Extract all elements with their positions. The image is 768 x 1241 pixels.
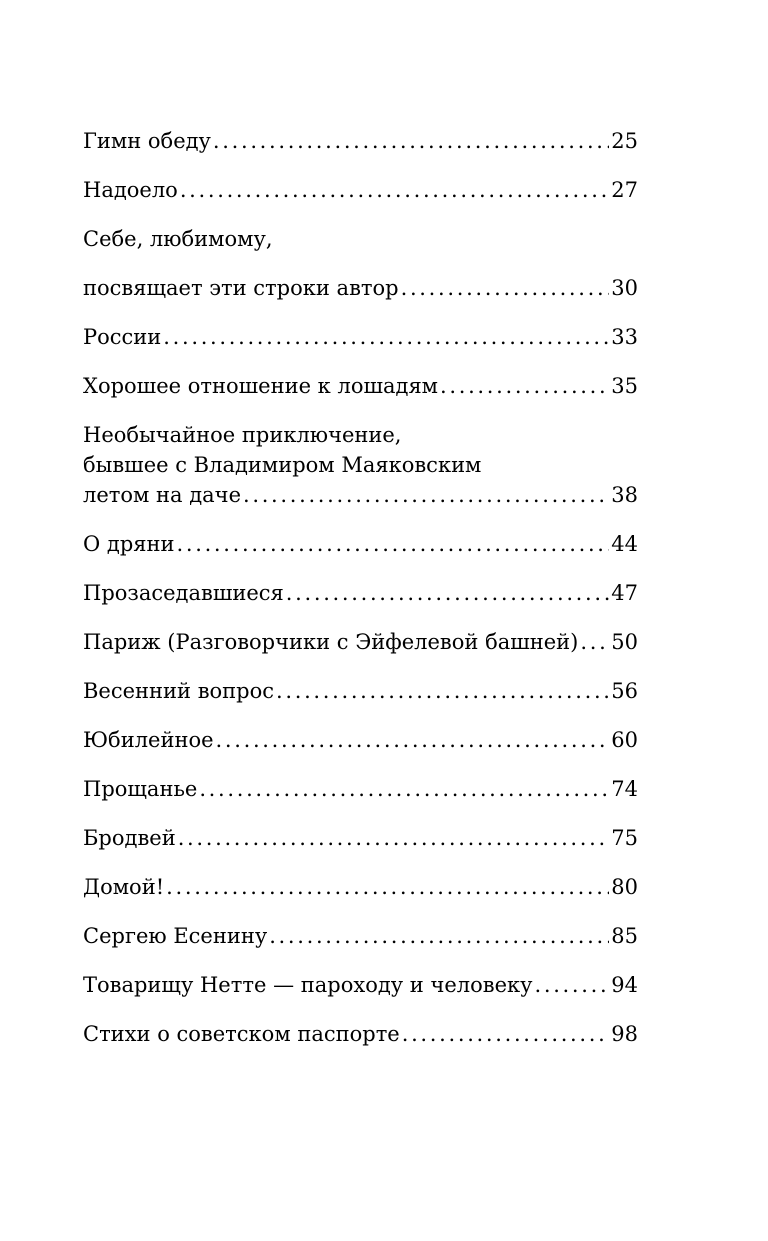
toc-entry-title: Надоело	[83, 178, 178, 202]
toc-entry-title: Прозаседавшиеся	[83, 581, 284, 605]
toc-entry-title: Домой!	[83, 875, 165, 899]
toc-entry	[83, 529, 638, 559]
toc-entry-row	[83, 126, 638, 156]
dot-leader	[276, 676, 609, 706]
toc-entry-page-number: 38	[611, 483, 638, 507]
toc-entry-title-line: бывшее с Владимиром Маяковским	[83, 453, 482, 477]
toc-entry-page-number: 27	[611, 178, 638, 202]
toc-entry	[83, 725, 638, 755]
toc-entry-row	[83, 774, 638, 804]
toc-entry-row	[83, 921, 638, 951]
toc-entry	[83, 126, 638, 156]
toc-entry	[83, 627, 638, 657]
toc-entry-row	[83, 578, 638, 608]
toc-entry-page-number: 98	[611, 1022, 638, 1046]
toc-entry-title-line: Себе, любимому,	[83, 227, 273, 251]
toc-entry	[83, 970, 638, 1000]
dot-leader	[199, 774, 609, 804]
toc-entry-row	[83, 823, 638, 853]
toc-entry	[83, 224, 638, 303]
toc-entry	[83, 676, 638, 706]
toc-entry-row	[83, 970, 638, 1000]
toc-entry-title: Весенний вопрос	[83, 679, 275, 703]
toc-entry	[83, 774, 638, 804]
dot-leader	[178, 823, 610, 853]
toc-entry-title: летом на даче	[83, 483, 241, 507]
toc-entry	[83, 175, 638, 205]
dot-leader	[216, 725, 610, 755]
toc-entry-title-line: Необычайное приключение,	[83, 423, 402, 447]
toc-entry-page-number: 25	[611, 129, 638, 153]
toc-entry-row	[83, 872, 638, 902]
toc-entry	[83, 578, 638, 608]
toc-entry-page-number: 47	[611, 581, 638, 605]
toc-entry-title: Сергею Есенину	[83, 924, 268, 948]
toc-entry	[83, 872, 638, 902]
dot-leader	[163, 322, 609, 352]
toc-entry-page-number: 74	[611, 777, 638, 801]
toc-entry-page-number: 80	[611, 875, 638, 899]
dot-leader	[180, 175, 609, 205]
toc-entry-title: Прощанье	[83, 777, 198, 801]
dot-leader	[177, 529, 610, 559]
toc-entry-page-number: 44	[611, 532, 638, 556]
toc-entry	[83, 823, 638, 853]
toc-entry-title: Гимн обеду	[83, 129, 211, 153]
toc-entry-title: Хорошее отношение к лошадям	[83, 374, 439, 398]
dot-leader	[286, 578, 609, 608]
dot-leader	[243, 480, 609, 510]
toc-entry-page-number: 85	[611, 924, 638, 948]
toc-entry-row	[83, 1019, 638, 1049]
toc-entry-page-number: 35	[611, 374, 638, 398]
toc-entry	[83, 921, 638, 951]
dot-leader	[402, 1019, 610, 1049]
dot-leader	[535, 970, 610, 1000]
toc-entry-page-number: 33	[611, 325, 638, 349]
toc-entry-row	[83, 322, 638, 352]
toc-entry-row	[83, 175, 638, 205]
toc-entry-page-number: 56	[611, 679, 638, 703]
toc-entry-row	[83, 529, 638, 559]
toc-entry-page-number: 50	[611, 630, 638, 654]
toc-entry-title: посвящает эти строки автор	[83, 276, 399, 300]
dot-leader	[580, 627, 609, 657]
toc-entry-title: Стихи о советском паспорте	[83, 1022, 400, 1046]
toc-entry-title: Товарищу Нетте — пароходу и человеку	[83, 973, 533, 997]
table-of-contents	[83, 126, 638, 1049]
toc-entry-page-number: 75	[611, 826, 638, 850]
toc-entry	[83, 371, 638, 401]
toc-entry	[83, 322, 638, 352]
toc-entry-row	[83, 273, 638, 303]
dot-leader	[166, 872, 609, 902]
dot-leader	[269, 921, 609, 951]
toc-entry-title: О дряни	[83, 532, 175, 556]
toc-entry-page-number: 94	[611, 973, 638, 997]
toc-entry	[83, 420, 638, 510]
toc-entry-title: Париж (Разговорчики с Эйфелевой башней)	[83, 630, 579, 654]
toc-entry-title: Юбилейное	[83, 728, 214, 752]
toc-entry-page-number: 60	[611, 728, 638, 752]
toc-entry-title: России	[83, 325, 162, 349]
dot-leader	[213, 126, 609, 156]
toc-entry-row	[83, 676, 638, 706]
toc-entry-row	[83, 725, 638, 755]
toc-entry-row	[83, 371, 638, 401]
dot-leader	[440, 371, 609, 401]
dot-leader	[401, 273, 610, 303]
toc-entry-row	[83, 480, 638, 510]
toc-entry-page-number: 30	[611, 276, 638, 300]
toc-entry	[83, 1019, 638, 1049]
toc-entry-title: Бродвей	[83, 826, 176, 850]
toc-entry-row	[83, 627, 638, 657]
